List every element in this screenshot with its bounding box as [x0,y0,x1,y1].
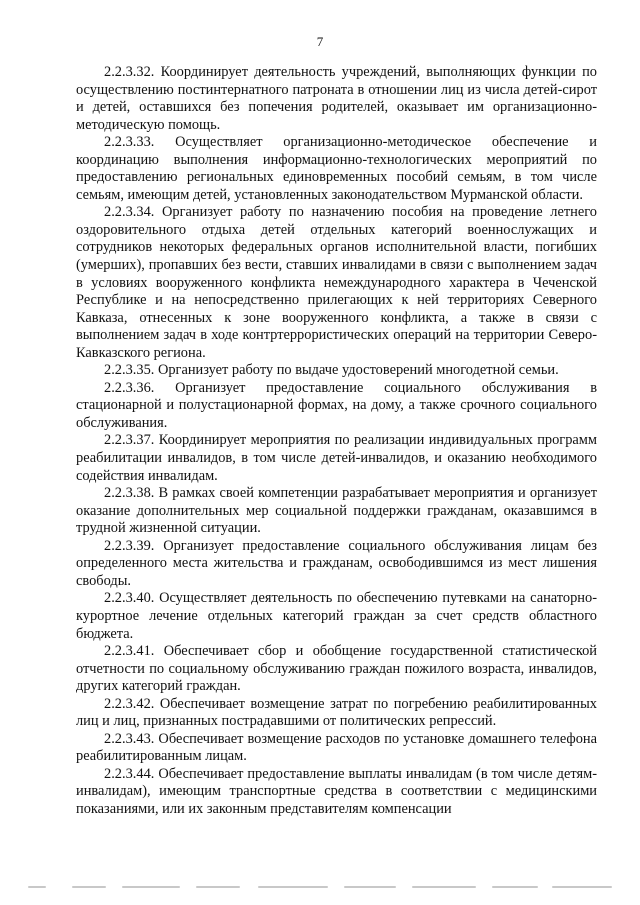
paragraph-2-2-3-36: 2.2.3.36. Организует предоставление социального обслуживания в стационарной и полустационарной формах, на дому, а также срочного социального обслуживания. [76,379,597,431]
paragraph-2-2-3-34: 2.2.3.34. Организует работу по назначению пособия на проведение летнего оздоровительного отдыха детей отдельных категорий военнослужащих и сотрудников некоторых федеральных органов исполнительной власти, погибших (умерших), пропавших без вести, ставших инвалидами в связи с выполнением задач в условиях вооруженного конфликта немеждународного характера в Чеченской Республике и на непосредственно прилегающих к ней территориях Северного Кавказа, отнесенных к зоне вооруженного конфликта, а также в связи с выполнением задач в ходе контртеррористических операций на территории Северо-Кавказского региона. [76,204,597,361]
document-body [76,64,597,819]
paragraph-2-2-3-42: 2.2.3.42. Обеспечивает возмещение затрат по погребению реабилитированных лиц и лиц, признанных пострадавшими от политических репрессий. [76,695,597,730]
scan-artifact-line [0,884,640,890]
paragraph-2-2-3-39: 2.2.3.39. Организует предоставление социального обслуживания лицам без определенного места жительства и гражданам, освободившимся из мест лишения свободы. [76,537,597,589]
paragraph-2-2-3-44: 2.2.3.44. Обеспечивает предоставление выплаты инвалидам (в том числе детям-инвалидам), имеющим транспортные средства в соответствии с медицинскими показаниями, или их законным представителям компенсации [76,765,597,817]
paragraph-2-2-3-37: 2.2.3.37. Координирует мероприятия по реализации индивидуальных программ реабилитации инвалидов, в том числе детей-инвалидов, и оказанию необходимого содействия инвалидам. [76,432,597,484]
paragraph-2-2-3-43: 2.2.3.43. Обеспечивает возмещение расходов по установке домашнего телефона реабилитированным лицам. [76,730,597,765]
paragraph-2-2-3-38: 2.2.3.38. В рамках своей компетенции разрабатывает мероприятия и организует оказание дополнительных мер социальной поддержки гражданам, оказавшимся в трудной жизненной ситуации. [76,485,597,537]
paragraph-2-2-3-33: 2.2.3.33. Осуществляет организационно-методическое обеспечение и координацию выполнения информационно-технологических мероприятий по предоставлению региональных единовременных пособий семьям, в том числе семьям, имеющим детей, установленных законодательством Мурманской области. [76,134,597,203]
page-number: 7 [316,34,324,49]
paragraph-2-2-3-35: 2.2.3.35. Организует работу по выдаче удостоверений многодетной семьи. [104,362,559,379]
paragraph-2-2-3-32: 2.2.3.32. Координирует деятельность учреждений, выполняющих функции по осуществлению постинтернатного патроната в отношении лиц из числа детей-сирот и детей, оставшихся без попечения родителей, оказывает им организационно-методическую помощь. [76,64,597,133]
paragraph-2-2-3-41: 2.2.3.41. Обеспечивает сбор и обобщение государственной статистической отчетности по социальному обслуживанию граждан пожилого возраста, инвалидов, других категорий граждан. [76,643,597,695]
paragraph-2-2-3-40: 2.2.3.40. Осуществляет деятельность по обеспечению путевками на санаторно-курортное лечение отдельных категорий граждан за счет средств областного бюджета. [76,590,597,642]
